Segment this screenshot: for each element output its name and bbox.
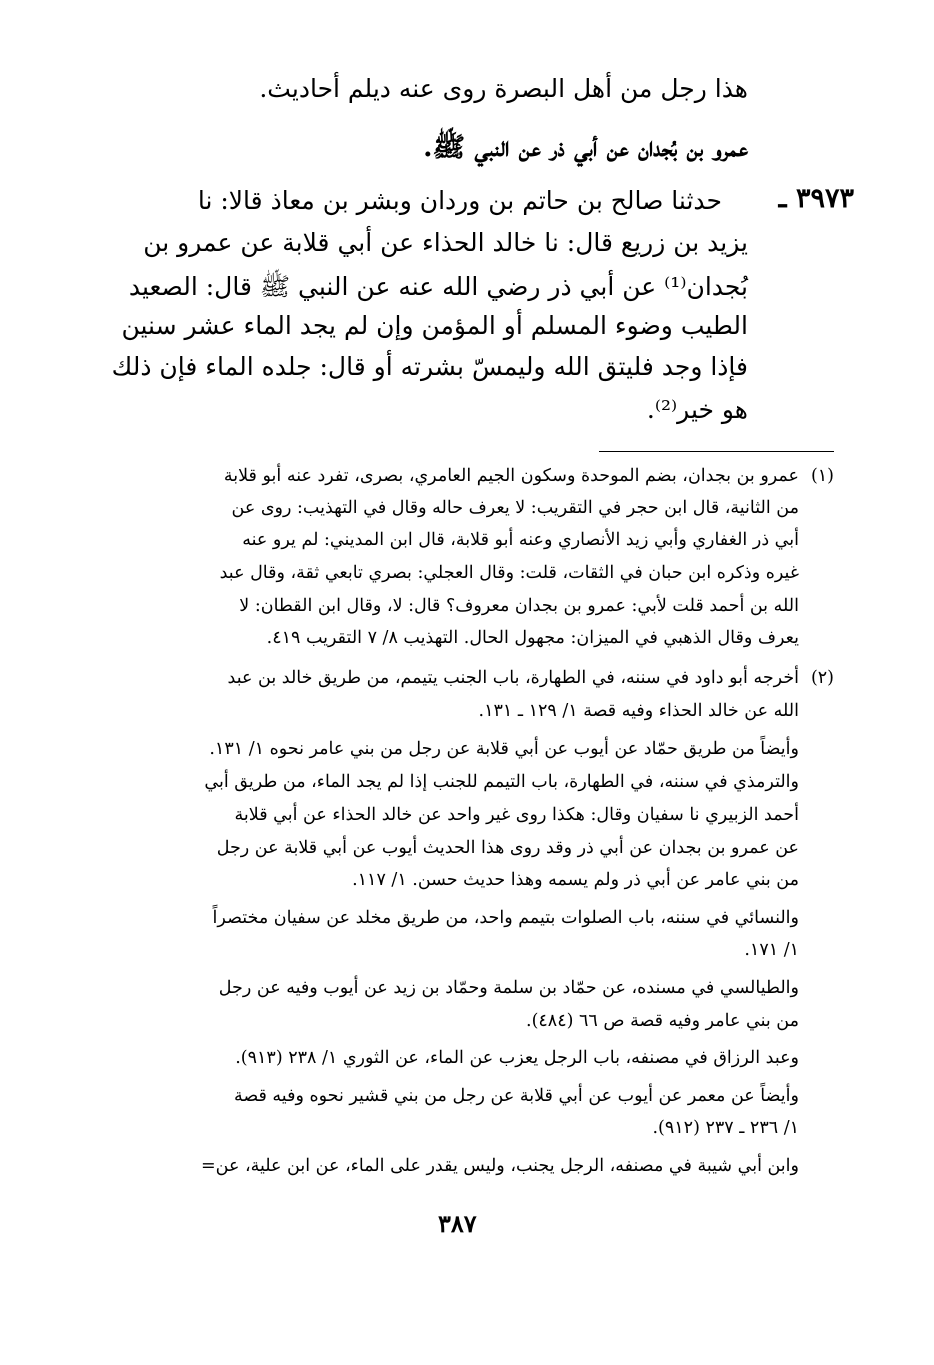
- footnote-separator: [599, 451, 834, 452]
- footnote-2-line: وعبد الرزاق في مصنفه، باب الرجل يعزب عن الماء، عن الثوري ١/ ٢٣٨ (٩١٣).: [235, 1048, 799, 1068]
- footnote-1-line: غيره وذكره ابن حبان في الثقات، قلت: وقال العجلي: بصري تابعي ثقة، وقال عبد: [219, 563, 799, 583]
- footnote-1-line: أبي ذر الغفاري وأبي زيد الأنصاري وعنه أبو قلابة، قال ابن المديني: لم يرو عنه: [242, 530, 799, 550]
- footnote-2-line: ١/ ١٧١.: [744, 940, 799, 960]
- footnote-2-line: أخرجه أبو داود في سننه، في الطهارة، باب الجنب يتيمم، من طريق خالد بن عبد: [227, 668, 799, 688]
- intro-line: هذا رجل من أهل البصرة روى عنه ديلم أحاديث.: [259, 74, 748, 103]
- hadith-line: يزيد بن زريع قال: نا خالد الحذاء عن أبي قلابة عن عمرو بن: [143, 228, 748, 257]
- footnote-1-line: عمرو بن بجدان، بضم الموحدة وسكون الجيم العامري، بصرى، تفرد عنه أبو قلابة: [223, 466, 799, 486]
- footnote-2-line: الله عن خالد الحذاء وفيه قصة ١/ ١٢٩ ـ ١٣١.: [478, 701, 799, 721]
- footnote-1-line: من الثانية، قال ابن حجر في التقريب: لا يعرف حاله وقال في التهذيب: روى عن: [231, 498, 799, 518]
- footnote-2-line: من بني عامر عن أبي ذر ولم يسمه وهذا حديث حسن. ١/ ١١٧.: [352, 870, 799, 890]
- hadith-number: ٣٩٧٣ ـ: [778, 183, 854, 214]
- hadith-line: بُجدان⁽¹⁾ عن أبي ذر رضي الله عنه عن النبي ﷺ قال: الصعيد: [128, 272, 748, 301]
- footnote-1-number: (١): [810, 466, 834, 486]
- footnote-2-number: (٢): [810, 668, 834, 688]
- footnote-2-line: وأيضاً من طريق حمّاد عن أيوب عن أبي قلابة عن رجل من بني عامر نحوه ١/ ١٣١.: [209, 739, 799, 759]
- hadith-line: هو خير⁽²⁾.: [646, 395, 748, 424]
- footnote-2-line: من بني عامر وفيه قصة ص ٦٦ (٤٨٤).: [526, 1011, 799, 1031]
- footnote-1-line: الله بن أحمد قلت لأبي: عمرو بن بجدان معروف؟ قال: لا، وقال ابن القطان: لا: [239, 596, 799, 616]
- hadith-line: الطيب وضوء المسلم أو المؤمن وإن لم يجد الماء عشر سنين: [121, 311, 748, 340]
- footnote-2-line: أحمد الزبيري نا سفيان وقال: هكذا روى غير واحد عن خالد الحذاء عن أبي قلابة: [234, 805, 799, 825]
- footnote-2-line: عن عمرو بن بجدان عن أبي ذر وقد روى هذا الحديث أيوب عن أبي قلابة عن رجل: [216, 838, 799, 858]
- page-number: ٣٨٧: [438, 1209, 477, 1238]
- footnote-2-line: والطيالسي في مسنده، عن حمّاد بن سلمة وحمّاد بن زيد عن أيوب وفيه عن رجل: [218, 978, 799, 998]
- hadith-line: حدثنا صالح بن حاتم بن وردان وبشر بن معاذ قالا: نا: [197, 186, 722, 215]
- footnote-2-line: وابن أبي شيبة في مصنفه، الرجل يجنب، وليس يقدر على الماء، عن ابن علية، عن=: [200, 1156, 799, 1176]
- footnote-2-line: وأيضاً عن معمر عن أيوب عن أبي قلابة عن رجل من بني قشير نحوه وفيه قصة: [233, 1086, 799, 1106]
- footnote-2-line: والترمذي في سننه، في الطهارة، باب التيمم للجنب إذا لم يجد الماء، من طريق أبي: [204, 772, 799, 792]
- chapter-heading: عمرو بن بُجدان عن أبي ذر عن النبي ﷺ.: [423, 132, 748, 163]
- footnote-2-line: والنسائي في سننه، باب الصلوات بتيمم واحد، من طريق مخلد عن سفيان مختصراً: [212, 908, 799, 928]
- footnote-1-line: يعرف وقال الذهبي في الميزان: مجهول الحال. التهذيب ٨/ ٧ التقريب ٤١٩.: [266, 628, 799, 648]
- hadith-line: فإذا وجد فليتق الله وليمسّ بشرته أو قال: جلده الماء فإن ذلك: [111, 352, 748, 381]
- footnote-2-line: ١/ ٢٣٦ ـ ٢٣٧ (٩١٢).: [652, 1118, 799, 1138]
